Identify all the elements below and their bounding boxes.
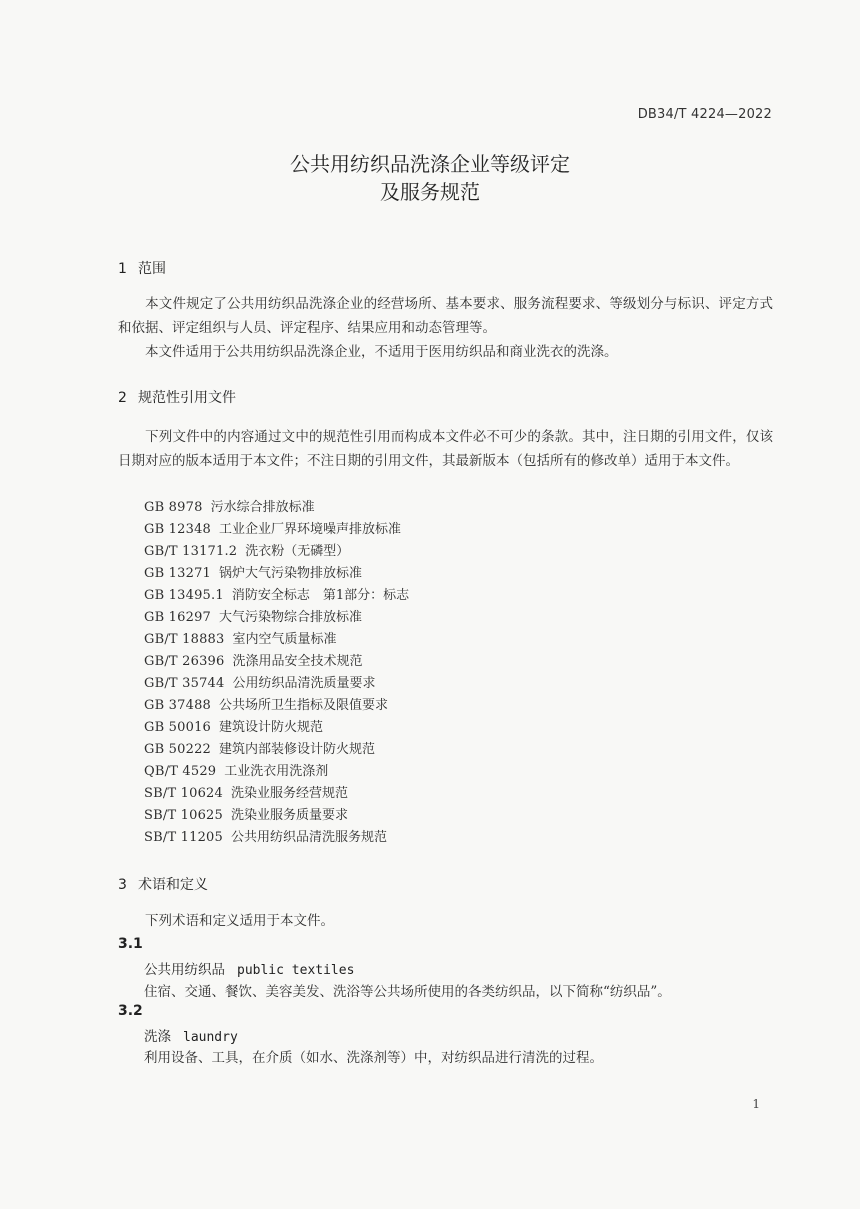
reference-item: [144, 541, 409, 563]
reference-item: [144, 497, 409, 519]
paragraph-text: 本文件适用于公共用纺织品洗涤企业，不适用于医用纺织品和商业洗衣的洗涤。: [145, 344, 618, 360]
reference-title: 建筑内部装修设计防火规范: [219, 742, 376, 757]
reference-item: [144, 783, 409, 805]
reference-title: 工业企业厂界环境噪声排放标准: [219, 522, 402, 537]
reference-code: GB 8978: [144, 500, 203, 515]
reference-code: GB 13495.1: [144, 588, 224, 603]
reference-title: 工业洗衣用洗涤剂: [224, 764, 329, 779]
section-1-paragraph-2: [118, 340, 773, 364]
reference-title: 公共用纺织品清洗服务规范: [231, 830, 388, 845]
reference-title: 洗染业服务质量要求: [231, 808, 349, 823]
term-zh: 公共用纺织品: [144, 962, 225, 978]
reference-title: 建筑设计防火规范: [219, 720, 324, 735]
term-name: [144, 958, 354, 978]
reference-item: [144, 695, 409, 717]
paragraph-text: 下列术语和定义适用于本文件。: [145, 913, 334, 929]
term-definition: 住宿、交通、餐饮、美容美发、洗浴等公共场所使用的各类纺织品，以下简称“纺织品”。: [144, 984, 671, 1000]
standard-code: DB34/T 4224—2022: [637, 107, 772, 122]
document-title-line-2: 及服务规范: [380, 180, 480, 204]
section-2-paragraph-1: [118, 425, 773, 473]
reference-item: [144, 585, 409, 607]
section-2-heading: [118, 387, 236, 407]
document-title-line-1: 公共用纺织品洗涤企业等级评定: [290, 152, 570, 176]
reference-code: QB/T 4529: [144, 764, 217, 779]
term-number: 3.2: [118, 1003, 143, 1019]
term-zh: 洗涤: [144, 1029, 171, 1045]
reference-code: GB 12348: [144, 522, 212, 537]
reference-item: [144, 607, 409, 629]
reference-code: GB/T 18883: [144, 632, 225, 647]
paragraph-text: 本文件规定了公共用纺织品洗涤企业的经营场所、基本要求、服务流程要求、等级划分与标识、评定方式和依据、评定组织与人员、评定程序、结果应用和动态管理等。: [118, 296, 773, 336]
reference-code: SB/T 10624: [144, 786, 223, 801]
reference-title: 洗衣粉（无磷型）: [245, 544, 350, 559]
normative-reference-list: [144, 497, 409, 849]
section-3-heading: [118, 874, 208, 894]
section-3-intro: [118, 909, 773, 933]
reference-title: 污水综合排放标准: [210, 500, 315, 515]
section-number: 3: [118, 877, 127, 893]
reference-code: SB/T 10625: [144, 808, 223, 823]
reference-code: SB/T 11205: [144, 830, 223, 845]
reference-title: 锅炉大气污染物排放标准: [219, 566, 363, 581]
reference-title: 消防安全标志 第1部分：标志: [231, 588, 410, 603]
section-title: 范围: [138, 261, 166, 277]
paragraph-text: 下列文件中的内容通过文中的规范性引用而构成本文件必不可少的条款。其中，注日期的引用文件，仅该日期对应的版本适用于本文件；不注日期的引用文件，其最新版本（包括所有的修改单）适用于本文件。: [118, 429, 773, 469]
reference-title: 公用纺织品清洗质量要求: [232, 676, 376, 691]
reference-code: GB 13271: [144, 566, 212, 581]
reference-item: [144, 761, 409, 783]
reference-item: [144, 673, 409, 695]
term-definition: 利用设备、工具，在介质（如水、洗涤剂等）中，对纺织品进行清洗的过程。: [144, 1050, 603, 1066]
term-en: laundry: [183, 1030, 238, 1045]
section-number: 2: [118, 390, 127, 406]
reference-title: 室内空气质量标准: [232, 632, 337, 647]
reference-code: GB 37488: [144, 698, 212, 713]
term-en: public textiles: [237, 963, 355, 978]
page-number: 1: [752, 1097, 760, 1111]
reference-item: [144, 629, 409, 651]
reference-code: GB/T 35744: [144, 676, 225, 691]
reference-item: [144, 805, 409, 827]
section-1-paragraph-1: [118, 292, 773, 340]
reference-code: GB 50016: [144, 720, 212, 735]
reference-item: [144, 651, 409, 673]
reference-title: 公共场所卫生指标及限值要求: [219, 698, 389, 713]
section-1-heading: [118, 258, 166, 278]
reference-item: [144, 717, 409, 739]
term-name: [144, 1025, 238, 1045]
reference-item: [144, 827, 409, 849]
section-title: 规范性引用文件: [138, 390, 236, 406]
reference-title: 洗涤用品安全技术规范: [232, 654, 363, 669]
section-number: 1: [118, 261, 127, 277]
section-title: 术语和定义: [138, 877, 208, 893]
reference-code: GB 16297: [144, 610, 212, 625]
reference-item: [144, 739, 409, 761]
reference-item: [144, 563, 409, 585]
reference-code: GB/T 26396: [144, 654, 225, 669]
reference-code: GB/T 13171.2: [144, 544, 238, 559]
reference-item: [144, 519, 409, 541]
term-number: 3.1: [118, 936, 143, 952]
reference-title: 大气污染物综合排放标准: [219, 610, 363, 625]
reference-title: 洗染业服务经营规范: [231, 786, 349, 801]
reference-code: GB 50222: [144, 742, 212, 757]
